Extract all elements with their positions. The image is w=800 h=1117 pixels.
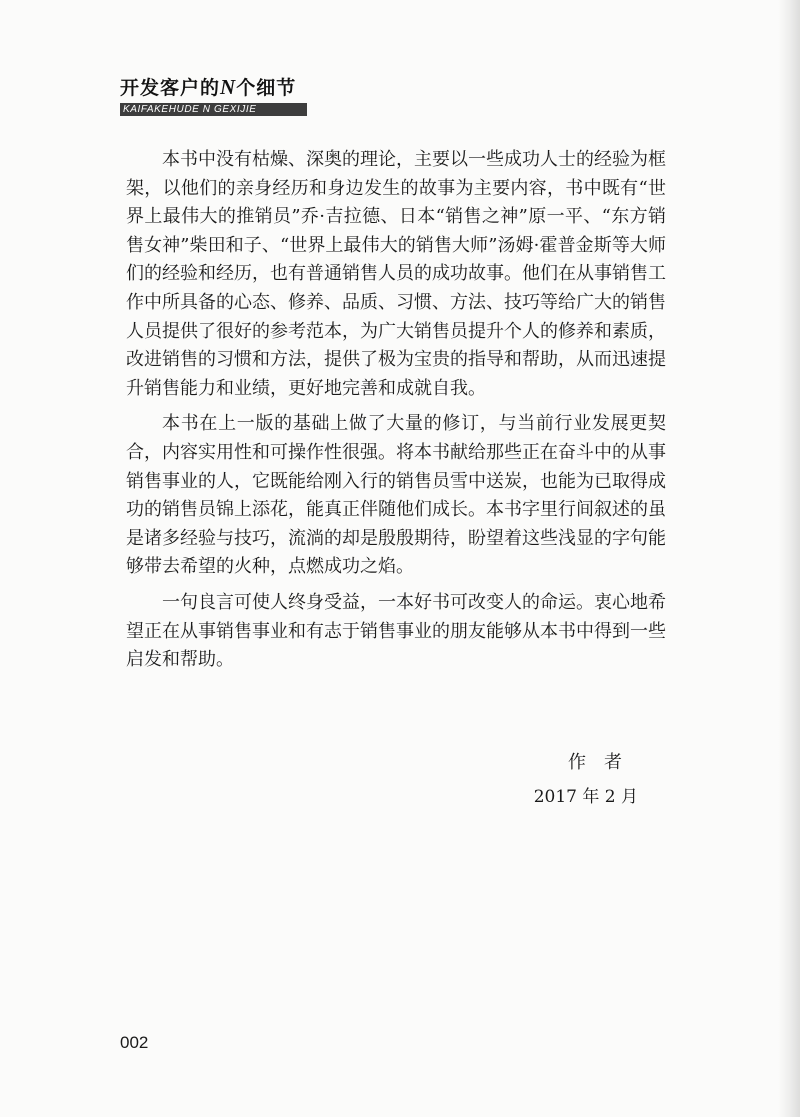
book-title: [120, 74, 307, 101]
book-title-suffix: 个细节: [236, 77, 297, 99]
paragraph-1: 本书中没有枯燥、深奥的理论，主要以一些成功人士的经验为框架，以他们的亲身经历和身边发生的故事为主要内容，书中既有“世界上最伟大的推销员”乔·吉拉德、日本“销售之神”原一平、“东方销售女神”柴田和子、“世界上最伟大的销售大师”汤姆·霍普金斯等大师们的经验和经历，也有普通销售人员的成功故事。他们在从事销售工作中所具备的心态、修养、品质、习惯、方法、技巧等给广大的销售人员提供了很好的参考范本，为广大销售员提升个人的修养和素质，改进销售的习惯和方法，提供了极为宝贵的指导和帮助，从而迅速提升销售能力和业绩，更好地完善和成就自我。: [126, 149, 666, 399]
book-title-n: N: [220, 75, 237, 99]
pinyin-title-bar: KAIFAKEHUDE N GEXIJIE: [120, 103, 307, 116]
spine-shadow: [778, 0, 800, 1117]
author-signature: 作 者: [568, 752, 622, 773]
book-title-prefix: 开发客户的: [120, 77, 221, 99]
preface-body: [126, 146, 666, 682]
paragraph-2: 本书在上一版的基础上做了大量的修订，与当前行业发展更契合，内容实用性和可操作性很强。将本书献给那些正在奋斗中的从事销售事业的人，它既能给刚入行的销售员雪中送炭，也能为已取得成功的销售员锦上添花，能真正伴随他们成长。本书字里行间叙述的虽是诸多经验与技巧，流淌的却是殷殷期待，盼望着这些浅显的字句能够带去希望的火种，点燃成功之焰。: [126, 413, 666, 578]
paragraph-3: 一句良言可使人终身受益，一本好书可改变人的命运。衷心地希望正在从事销售事业和有志于销售事业的朋友能够从本书中得到一些启发和帮助。: [126, 591, 666, 671]
page-number: 002: [120, 1033, 149, 1052]
signature-date: 2017 年 2 月: [533, 787, 638, 807]
running-header: [120, 74, 307, 116]
